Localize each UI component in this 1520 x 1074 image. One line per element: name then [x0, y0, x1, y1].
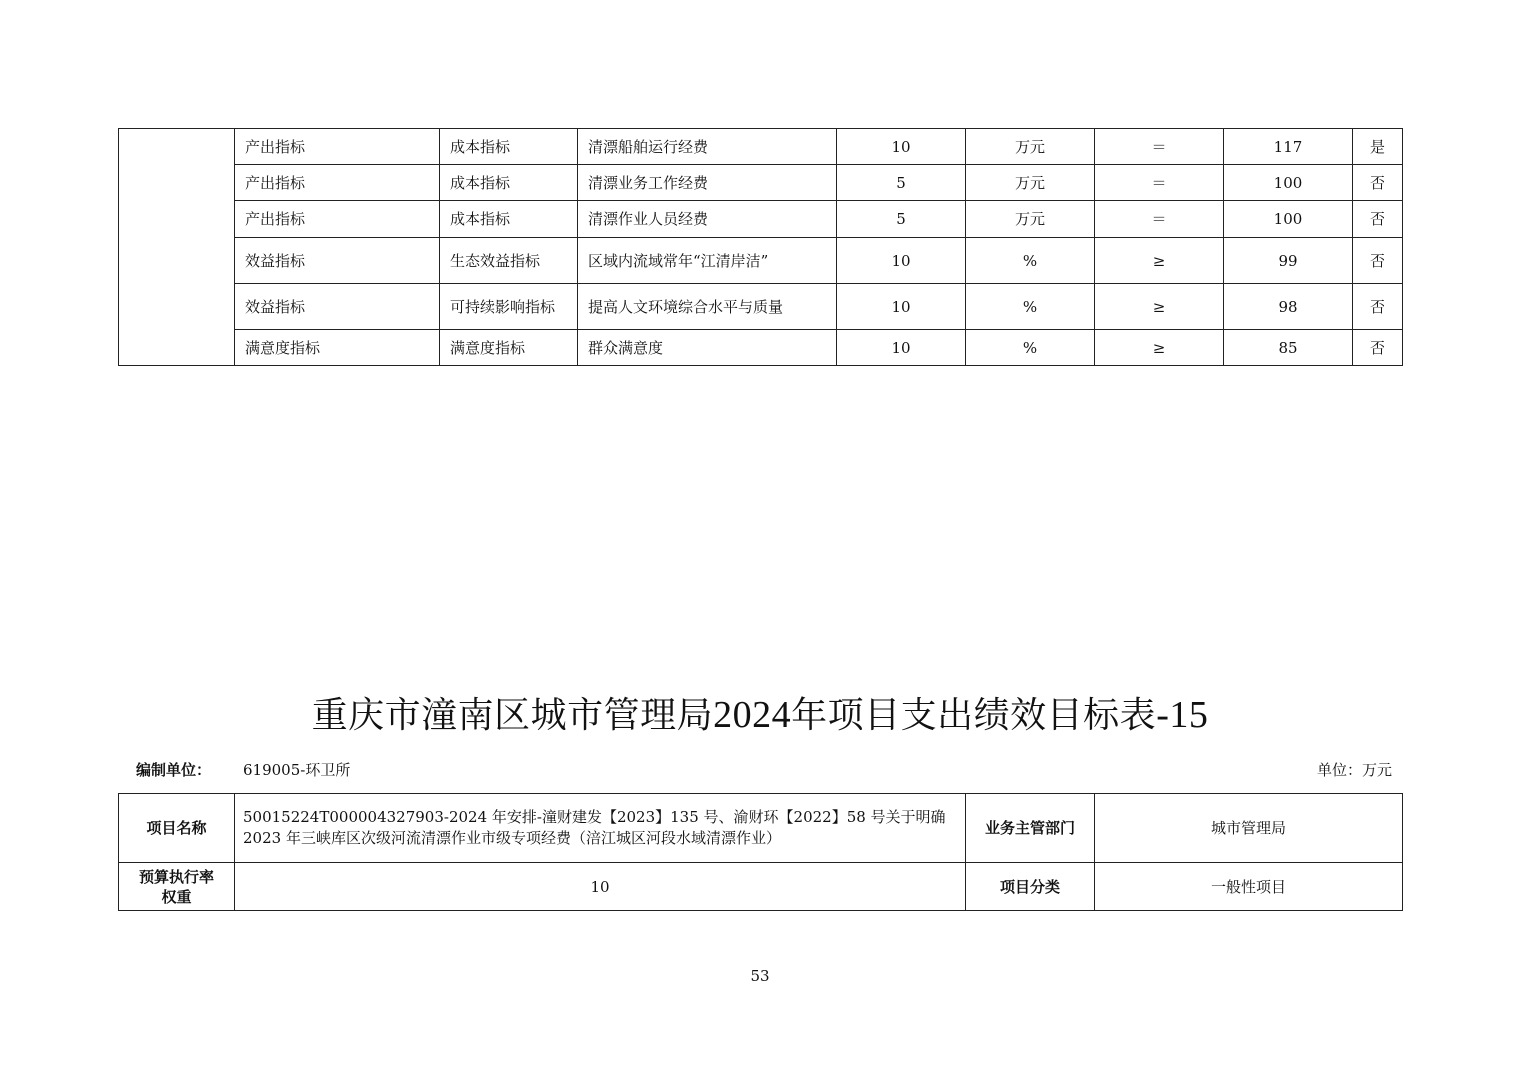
indicator-unit: 万元 — [966, 129, 1095, 165]
indicator-core-flag: 否 — [1353, 284, 1403, 330]
indicator-table — [118, 128, 1403, 366]
indicator-target: 99 — [1224, 238, 1353, 284]
indicator-level2: 成本指标 — [440, 165, 578, 201]
indicator-core-flag: 是 — [1353, 129, 1403, 165]
indicator-unit: 万元 — [966, 201, 1095, 238]
indicator-level3: 区域内流域常年“江清岸洁” — [578, 238, 837, 284]
indicator-level2: 成本指标 — [440, 129, 578, 165]
dept-label: 业务主管部门 — [966, 794, 1095, 863]
indicator-core-flag: 否 — [1353, 238, 1403, 284]
table-row — [119, 201, 1403, 238]
indicator-level1: 产出指标 — [235, 165, 440, 201]
indicator-operator: ＝ — [1095, 165, 1224, 201]
indicator-unit: 万元 — [966, 165, 1095, 201]
indicator-level1: 满意度指标 — [235, 330, 440, 366]
category-label: 项目分类 — [966, 863, 1095, 911]
table-row — [119, 129, 1403, 165]
indicator-operator: ＝ — [1095, 201, 1224, 238]
page-number: 53 — [750, 967, 770, 985]
indicator-level3: 提高人文环境综合水平与质量 — [578, 284, 837, 330]
indicator-weight: 10 — [837, 238, 966, 284]
category-value: 一般性项目 — [1095, 863, 1403, 911]
indicator-level3: 清漂业务工作经费 — [578, 165, 837, 201]
indicator-operator: ≥ — [1095, 330, 1224, 366]
project-name-row — [119, 794, 1403, 863]
unit-note: 单位：万元 — [1316, 761, 1392, 779]
indicator-weight: 5 — [837, 201, 966, 238]
budget-rate-row — [119, 863, 1403, 911]
indicator-core-flag: 否 — [1353, 165, 1403, 201]
indicator-operator: ＝ — [1095, 129, 1224, 165]
indicator-target: 117 — [1224, 129, 1353, 165]
page-title: 重庆市潼南区城市管理局2024年项目支出绩效目标表-15 — [311, 694, 1209, 736]
budget-rate-value: 10 — [235, 863, 966, 911]
indicator-level3: 清漂船舶运行经费 — [578, 129, 837, 165]
merged-blank-cell — [119, 129, 235, 366]
indicator-level2: 满意度指标 — [440, 330, 578, 366]
indicator-level2: 可持续影响指标 — [440, 284, 578, 330]
table-row — [119, 330, 1403, 366]
indicator-unit: % — [966, 330, 1095, 366]
table-row — [119, 284, 1403, 330]
indicator-weight: 10 — [837, 330, 966, 366]
indicator-weight: 5 — [837, 165, 966, 201]
indicator-level1: 产出指标 — [235, 129, 440, 165]
indicator-level1: 产出指标 — [235, 201, 440, 238]
project-info-table — [118, 793, 1403, 911]
indicator-level2: 生态效益指标 — [440, 238, 578, 284]
indicator-weight: 10 — [837, 129, 966, 165]
indicator-operator: ≥ — [1095, 238, 1224, 284]
indicator-level3: 群众满意度 — [578, 330, 837, 366]
indicator-level2: 成本指标 — [440, 201, 578, 238]
indicator-weight: 10 — [837, 284, 966, 330]
indicator-unit: % — [966, 238, 1095, 284]
indicator-target: 100 — [1224, 201, 1353, 238]
org-value: 619005-环卫所 — [243, 761, 351, 779]
budget-rate-label: 预算执行率 权重 — [119, 863, 235, 911]
dept-value: 城市管理局 — [1095, 794, 1403, 863]
project-name-value: 50015224T000004327903-2024 年安排-潼财建发【2023】135 号、渝财环【2022】58 号关于明确 2023 年三峡库区次级河流清漂作业市级专项经费（涪江城区河段水域清漂作业） — [235, 794, 966, 863]
indicator-target: 100 — [1224, 165, 1353, 201]
indicator-operator: ≥ — [1095, 284, 1224, 330]
table-row — [119, 238, 1403, 284]
indicator-level3: 清漂作业人员经费 — [578, 201, 837, 238]
indicator-target: 85 — [1224, 330, 1353, 366]
indicator-target: 98 — [1224, 284, 1353, 330]
indicator-core-flag: 否 — [1353, 330, 1403, 366]
org-label: 编制单位： — [136, 761, 212, 779]
project-name-label: 项目名称 — [119, 794, 235, 863]
indicator-level1: 效益指标 — [235, 284, 440, 330]
indicator-core-flag: 否 — [1353, 201, 1403, 238]
indicator-unit: % — [966, 284, 1095, 330]
indicator-level1: 效益指标 — [235, 238, 440, 284]
table-row — [119, 165, 1403, 201]
